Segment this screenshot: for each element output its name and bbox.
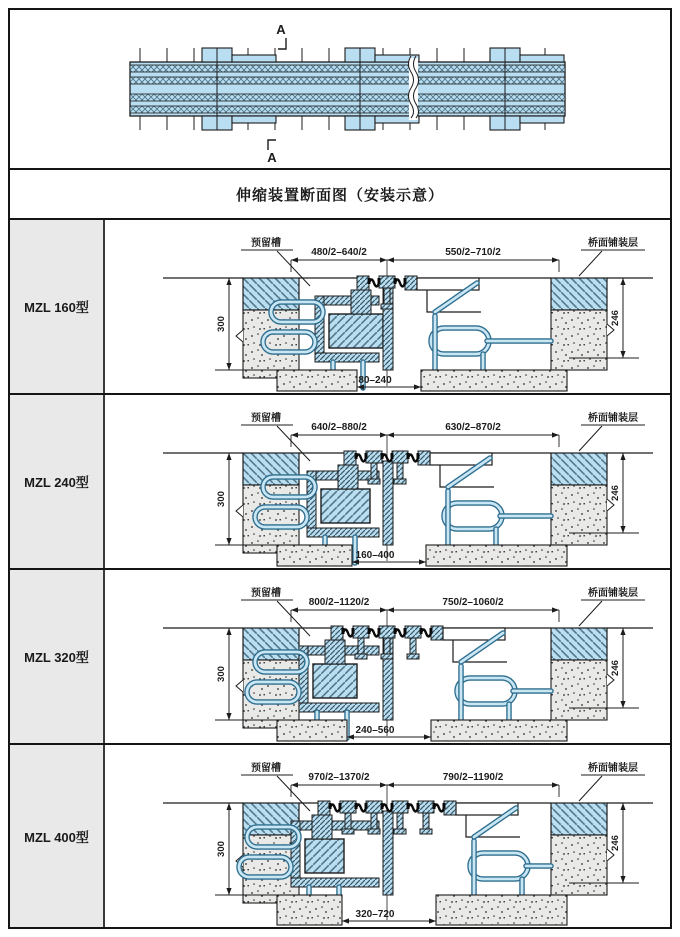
table-row-mzl-320 (10, 570, 670, 745)
svg-text:640/2–880/2: 640/2–880/2 (311, 422, 367, 433)
cross-section-mzl-240 (105, 395, 670, 568)
svg-text:246: 246 (610, 310, 621, 326)
table-row-mzl-160 (10, 220, 670, 395)
svg-text:预留槽: 预留槽 (251, 588, 281, 599)
model-label-mzl-320: MZL 320型 (10, 570, 105, 743)
svg-text:970/2–1370/2: 970/2–1370/2 (308, 772, 370, 783)
cross-section-mzl-320 (105, 570, 670, 743)
svg-text:750/2–1060/2: 750/2–1060/2 (442, 597, 504, 608)
svg-text:300: 300 (216, 841, 227, 857)
svg-text:630/2–870/2: 630/2–870/2 (445, 422, 501, 433)
svg-text:桥面铺装层: 桥面铺装层 (588, 763, 638, 774)
svg-text:300: 300 (216, 316, 227, 332)
svg-text:300: 300 (216, 666, 227, 682)
svg-text:240–560: 240–560 (355, 725, 395, 736)
table-row-mzl-400 (10, 745, 670, 927)
svg-text:800/2–1120/2: 800/2–1120/2 (308, 597, 370, 608)
svg-text:桥面铺装层: 桥面铺装层 (588, 413, 638, 424)
svg-text:预留槽: 预留槽 (251, 763, 281, 774)
svg-text:246: 246 (610, 660, 621, 676)
svg-text:246: 246 (610, 835, 621, 851)
model-label-mzl-160: MZL 160型 (10, 220, 105, 393)
svg-text:790/2–1190/2: 790/2–1190/2 (442, 772, 504, 783)
model-label-mzl-400: MZL 400型 (10, 745, 105, 927)
svg-text:桥面铺装层: 桥面铺装层 (588, 588, 638, 599)
svg-text:550/2–710/2: 550/2–710/2 (445, 247, 501, 258)
sheet-title: 伸缩装置断面图（安装示意） (10, 170, 670, 220)
drawing-sheet (8, 8, 672, 929)
cross-section-mzl-160 (105, 220, 670, 393)
svg-text:预留槽: 预留槽 (251, 413, 281, 424)
svg-text:480/2–640/2: 480/2–640/2 (311, 247, 367, 258)
svg-text:预留槽: 预留槽 (251, 238, 281, 249)
model-label-mzl-240: MZL 240型 (10, 395, 105, 568)
table-row-mzl-240 (10, 395, 670, 570)
svg-text:A: A (276, 22, 286, 37)
svg-text:246: 246 (610, 485, 621, 501)
svg-text:300: 300 (216, 491, 227, 507)
svg-text:A: A (267, 150, 277, 165)
svg-text:320–720: 320–720 (355, 909, 395, 920)
plan-view (10, 10, 670, 170)
svg-text:桥面铺装层: 桥面铺装层 (588, 238, 638, 249)
cross-section-mzl-400 (105, 745, 670, 927)
svg-text:80–240: 80–240 (358, 375, 392, 386)
svg-text:160–400: 160–400 (355, 550, 395, 561)
